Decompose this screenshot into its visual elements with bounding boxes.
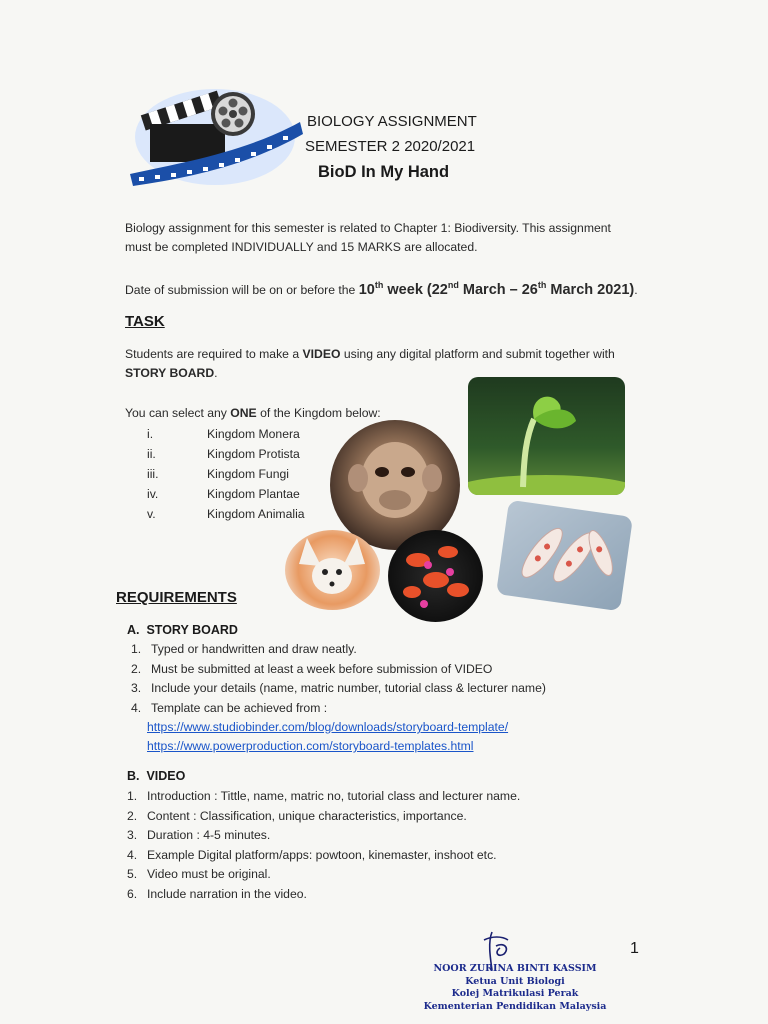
item-number: 4. — [127, 847, 138, 862]
item-text: Introduction : Tittle, name, matric no, tutorial class and lecturer name. — [147, 789, 521, 803]
fungi-photo — [388, 530, 483, 622]
task-line-2-post: . — [214, 366, 218, 380]
item-text: Content : Classification, unique characteristics, importance. — [147, 808, 467, 823]
header-line-1: BIOLOGY ASSIGNMENT — [307, 113, 477, 130]
list-item — [127, 865, 520, 885]
stamp-line-3: Kolej Matrikulasi Perak — [451, 988, 579, 999]
video-list — [127, 787, 520, 904]
date-period: . — [634, 282, 638, 297]
page-number: 1 — [630, 940, 639, 957]
storyboard-template-link-2[interactable]: https://www.powerproduction.com/storyboard-templates.html — [147, 739, 474, 753]
list-item — [127, 807, 520, 827]
list-item — [131, 679, 546, 699]
item-text: Template can be achieved from : — [151, 700, 328, 715]
storyboard-heading: A. STORY BOARD — [127, 623, 238, 637]
task-line-1-post: using any digital platform and submit together with — [343, 347, 615, 361]
item-text: Typed or handwritten and draw neatly. — [151, 642, 357, 656]
list-item — [147, 504, 305, 524]
fox-photo — [285, 530, 380, 610]
item-number: 1. — [127, 789, 138, 803]
intro-paragraph — [125, 219, 685, 257]
task-line-1 — [125, 345, 685, 364]
select-post: of the Kingdom below: — [260, 406, 381, 420]
list-item — [127, 787, 520, 807]
task-line-1-pre: Students are required to make a — [125, 347, 300, 361]
list-item — [147, 464, 305, 484]
item-number: 2. — [131, 661, 142, 676]
intro-line-1: Biology assignment for this semester is related to Chapter 1: Biodiversity. This assignment — [125, 221, 611, 235]
item-number: 2. — [127, 808, 138, 823]
kingdom-name: Kingdom Monera — [207, 427, 300, 441]
intro-line-2: must be completed INDIVIDUALLY and 15 MARKS are allocated. — [125, 240, 478, 254]
roman-numeral: iv. — [147, 487, 159, 501]
item-text: Duration : 4-5 minutes. — [147, 828, 271, 842]
list-item — [147, 484, 305, 504]
task-video-bold: VIDEO — [302, 347, 341, 361]
item-number: 5. — [127, 867, 138, 881]
date2-sup: th — [537, 280, 547, 290]
item-text: Video must be original. — [147, 867, 271, 881]
kingdom-name: Kingdom Protista — [207, 447, 300, 461]
stamp-line-4: Kementerian Pendidikan Malaysia — [423, 1000, 607, 1012]
item-text: Example Digital platform/apps: powtoon, kinemaster, inshoot etc. — [147, 847, 497, 862]
item-text: Include narration in the video. — [147, 886, 307, 901]
list-item — [147, 424, 305, 444]
roman-numeral: v. — [147, 507, 156, 521]
select-one-bold: ONE — [230, 406, 257, 420]
date-mid: March – 26 — [462, 281, 538, 298]
week-word: week (22 — [387, 281, 448, 298]
header-line-2: SEMESTER 2 2020/2021 — [305, 138, 476, 155]
select-pre: You can select any — [125, 406, 227, 420]
item-number: 3. — [131, 681, 142, 695]
list-item — [127, 846, 520, 866]
list-item — [127, 885, 520, 905]
week-number: 10 — [358, 281, 375, 298]
list-item — [131, 640, 546, 660]
video-heading: B. VIDEO — [127, 769, 186, 783]
submission-prefix: Date of submission will be on or before the — [125, 282, 356, 297]
list-item — [131, 699, 546, 719]
storyboard-list — [131, 640, 546, 718]
week-sup: th — [374, 280, 384, 290]
date1-sup: nd — [447, 280, 459, 290]
roman-numeral: i. — [147, 427, 154, 441]
kingdom-name: Kingdom Plantae — [207, 487, 300, 501]
storyboard-template-link-1[interactable]: https://www.studiobinder.com/blog/downloads/storyboard-template/ — [147, 720, 509, 734]
list-item — [131, 660, 546, 680]
list-item — [147, 444, 305, 464]
kingdom-name: Kingdom Animalia — [207, 507, 305, 521]
item-number: 6. — [127, 886, 138, 901]
item-number: 4. — [131, 700, 142, 715]
item-text: Must be submitted at least a week before submission of VIDEO — [151, 661, 493, 676]
official-stamp — [420, 963, 610, 1013]
list-item — [127, 826, 520, 846]
kingdom-name: Kingdom Fungi — [207, 467, 289, 481]
roman-numeral: ii. — [147, 447, 156, 461]
stamp-line-2: Ketua Unit Biologi — [465, 975, 565, 987]
document-title: BioD In My Hand — [318, 163, 450, 181]
requirements-heading: REQUIREMENTS — [116, 589, 237, 606]
task-storyboard-bold: STORY BOARD — [125, 366, 215, 380]
item-number: 1. — [131, 642, 142, 656]
task-heading: TASK — [125, 313, 165, 330]
kingdom-list — [147, 424, 305, 524]
item-text: Include your details (name, matric number, tutorial class & lecturer name) — [151, 681, 546, 695]
submission-date — [125, 276, 638, 300]
date-end: March 2021) — [550, 281, 635, 298]
roman-numeral: iii. — [147, 467, 159, 481]
paramecium-photo — [496, 500, 633, 611]
film-clapperboard-logo — [125, 82, 305, 192]
stamp-line-1: NOOR ZURINA BINTI KASSIM — [433, 963, 597, 974]
item-number: 3. — [127, 828, 138, 842]
seedling-photo — [468, 377, 625, 495]
